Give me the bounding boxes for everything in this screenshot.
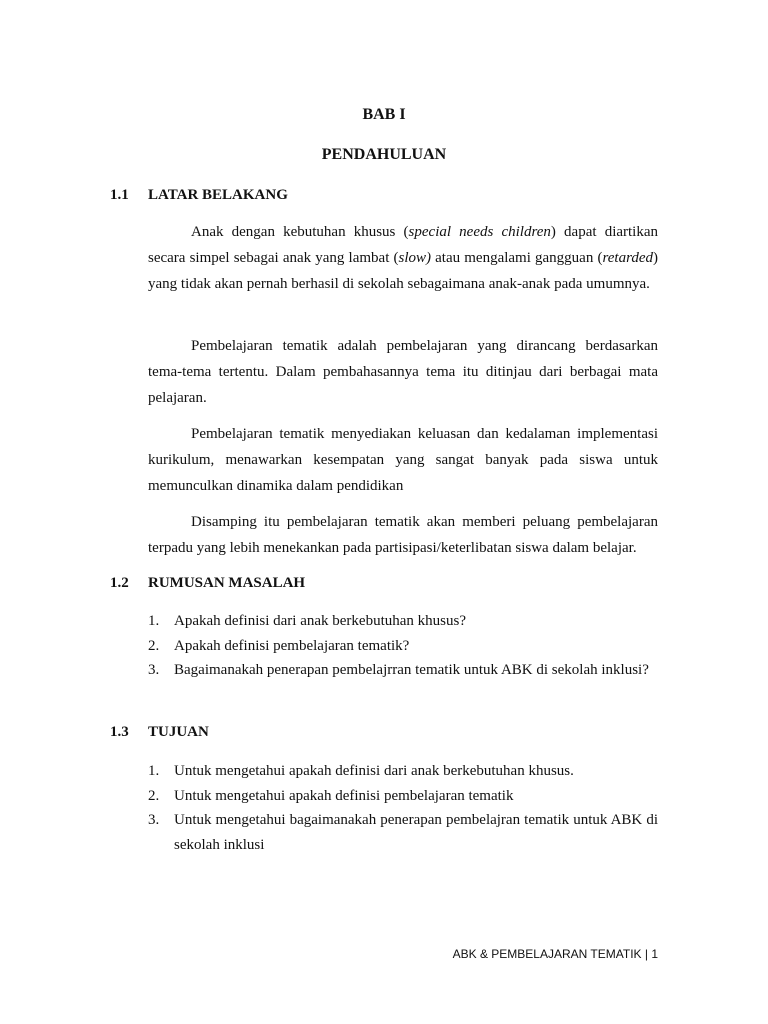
numbered-list — [148, 759, 658, 857]
list-item: 3. Untuk mengetahui bagaimanakah penerapan pembelajran tematik untuk ABK di sekolah inklusi — [148, 812, 658, 853]
list-item: 3. Bagaimanakah penerapan pembelajrran tematik untuk ABK di sekolah inklusi? — [148, 662, 649, 678]
paragraph: Pembelajaran tematik adalah pembelajaran yang dirancang berdasarkan tema-tema tertentu. Dalam pembahasannya tema itu ditinjau dari berbagai mata pelajaran. — [148, 338, 658, 406]
section-title: TUJUAN — [148, 724, 209, 740]
paragraph: Pembelajaran tematik menyediakan keluasan dan kedalaman implementasi kurikulum, menawarkan kesempatan yang sangat banyak pada siswa untuk memunculkan dinamika dalam pendidikan — [148, 426, 658, 494]
paragraph: Disamping itu pembelajaran tematik akan memberi peluang pembelajaran terpadu yang lebih menekankan pada partisipasi/keterlibatan siswa dalam belajar. — [148, 514, 658, 556]
list-item: 2. Apakah definisi pembelajaran tematik? — [148, 637, 410, 654]
list-item: 1. Apakah definisi dari anak berkebutuhan khusus? — [148, 613, 466, 629]
section-number: 1.2 — [110, 575, 129, 591]
section-number: 1.3 — [110, 724, 129, 740]
paragraph: Anak dengan kebutuhan khusus (special needs children) dapat diartikan secara simpel sebagai anak yang lambat (slow) atau mengalami gangguan (retarded) yang tidak akan pernah berhasil di sekolah sebagaimana anak-anak pada umumnya. — [148, 224, 659, 292]
numbered-list — [148, 609, 658, 683]
chapter-heading: BAB I — [362, 106, 406, 123]
section-title: LATAR BELAKANG — [148, 187, 288, 203]
chapter-title: PENDAHULUAN — [321, 146, 447, 163]
section-title: RUMUSAN MASALAH — [148, 575, 306, 591]
list-item: 1. Untuk mengetahui apakah definisi dari anak berkebutuhan khusus. — [148, 763, 574, 779]
page-footer: ABK & PEMBELAJARAN TEMATIK | 1 — [452, 947, 658, 961]
section-number: 1.1 — [110, 187, 129, 203]
list-item: 2. Untuk mengetahui apakah definisi pembelajaran tematik — [148, 787, 514, 804]
